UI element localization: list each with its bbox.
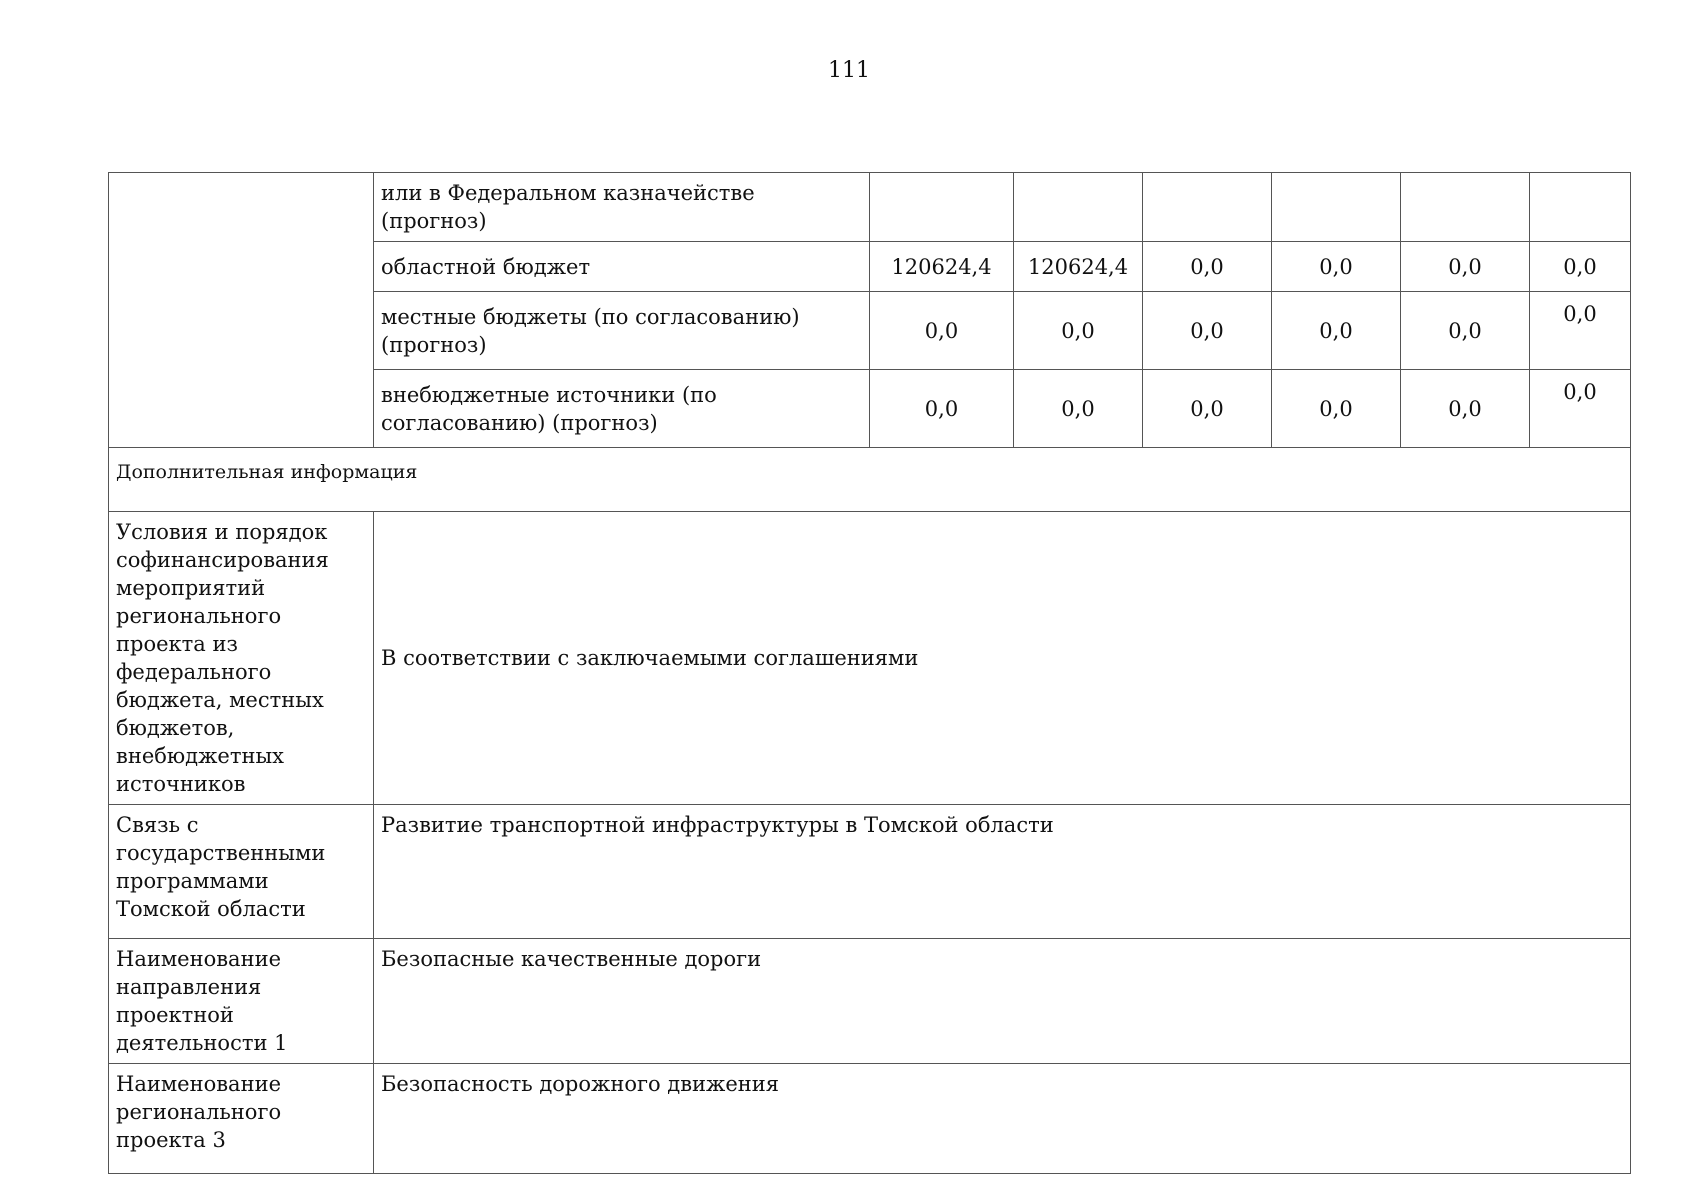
funding-value-cell: 0,0 [1272, 242, 1401, 292]
funding-value-cell: 120624,4 [1014, 242, 1143, 292]
funding-value-cell [1401, 173, 1530, 242]
project-info-table [108, 172, 1631, 1174]
funding-row [109, 173, 1631, 242]
funding-value-cell: 0,0 [1272, 292, 1401, 370]
funding-value-cell [1530, 173, 1631, 242]
empty-label-cell [109, 173, 374, 448]
funding-value-cell [1014, 173, 1143, 242]
page-number: 111 [828, 58, 870, 83]
section-row [109, 448, 1631, 512]
funding-value-cell: 0,0 [1401, 370, 1530, 448]
info-label: Связь с государственными программами Томской области [109, 805, 374, 939]
funding-value-cell: 0,0 [1530, 292, 1631, 370]
funding-value-cell: 0,0 [1401, 292, 1530, 370]
funding-value-cell: 0,0 [1530, 370, 1631, 448]
info-value: В соответствии с заключаемыми соглашениями [374, 512, 1631, 805]
info-row [109, 1064, 1631, 1174]
info-value: Безопасность дорожного движения [374, 1064, 1631, 1174]
funding-value-cell: 0,0 [1401, 242, 1530, 292]
funding-value-cell: 0,0 [1272, 370, 1401, 448]
funding-value-cell: 0,0 [1143, 242, 1272, 292]
funding-source-label: внебюджетные источники (по согласованию) (прогноз) [374, 370, 870, 448]
info-label: Наименование направления проектной деятельности 1 [109, 939, 374, 1064]
additional-info-heading: Дополнительная информация [109, 448, 1631, 512]
info-row [109, 512, 1631, 805]
funding-value-cell: 0,0 [1143, 292, 1272, 370]
funding-value-cell [1143, 173, 1272, 242]
info-value: Развитие транспортной инфраструктуры в Томской области [374, 805, 1631, 939]
funding-source-label: областной бюджет [374, 242, 870, 292]
info-row [109, 939, 1631, 1064]
funding-source-label: или в Федеральном казначействе (прогноз) [374, 173, 870, 242]
funding-source-label: местные бюджеты (по согласованию) (прогноз) [374, 292, 870, 370]
funding-value-cell: 0,0 [1530, 242, 1631, 292]
info-label: Наименование регионального проекта 3 [109, 1064, 374, 1174]
funding-value-cell [870, 173, 1014, 242]
funding-value-cell [1272, 173, 1401, 242]
info-label: Условия и порядок софинансирования мероприятий регионального проекта из федерального бюджета, местных бюджетов, внебюджетных источников [109, 512, 374, 805]
funding-value-cell: 0,0 [870, 292, 1014, 370]
info-row [109, 805, 1631, 939]
funding-value-cell: 0,0 [1014, 370, 1143, 448]
funding-value-cell: 120624,4 [870, 242, 1014, 292]
info-value: Безопасные качественные дороги [374, 939, 1631, 1064]
funding-value-cell: 0,0 [870, 370, 1014, 448]
funding-value-cell: 0,0 [1143, 370, 1272, 448]
funding-value-cell: 0,0 [1014, 292, 1143, 370]
